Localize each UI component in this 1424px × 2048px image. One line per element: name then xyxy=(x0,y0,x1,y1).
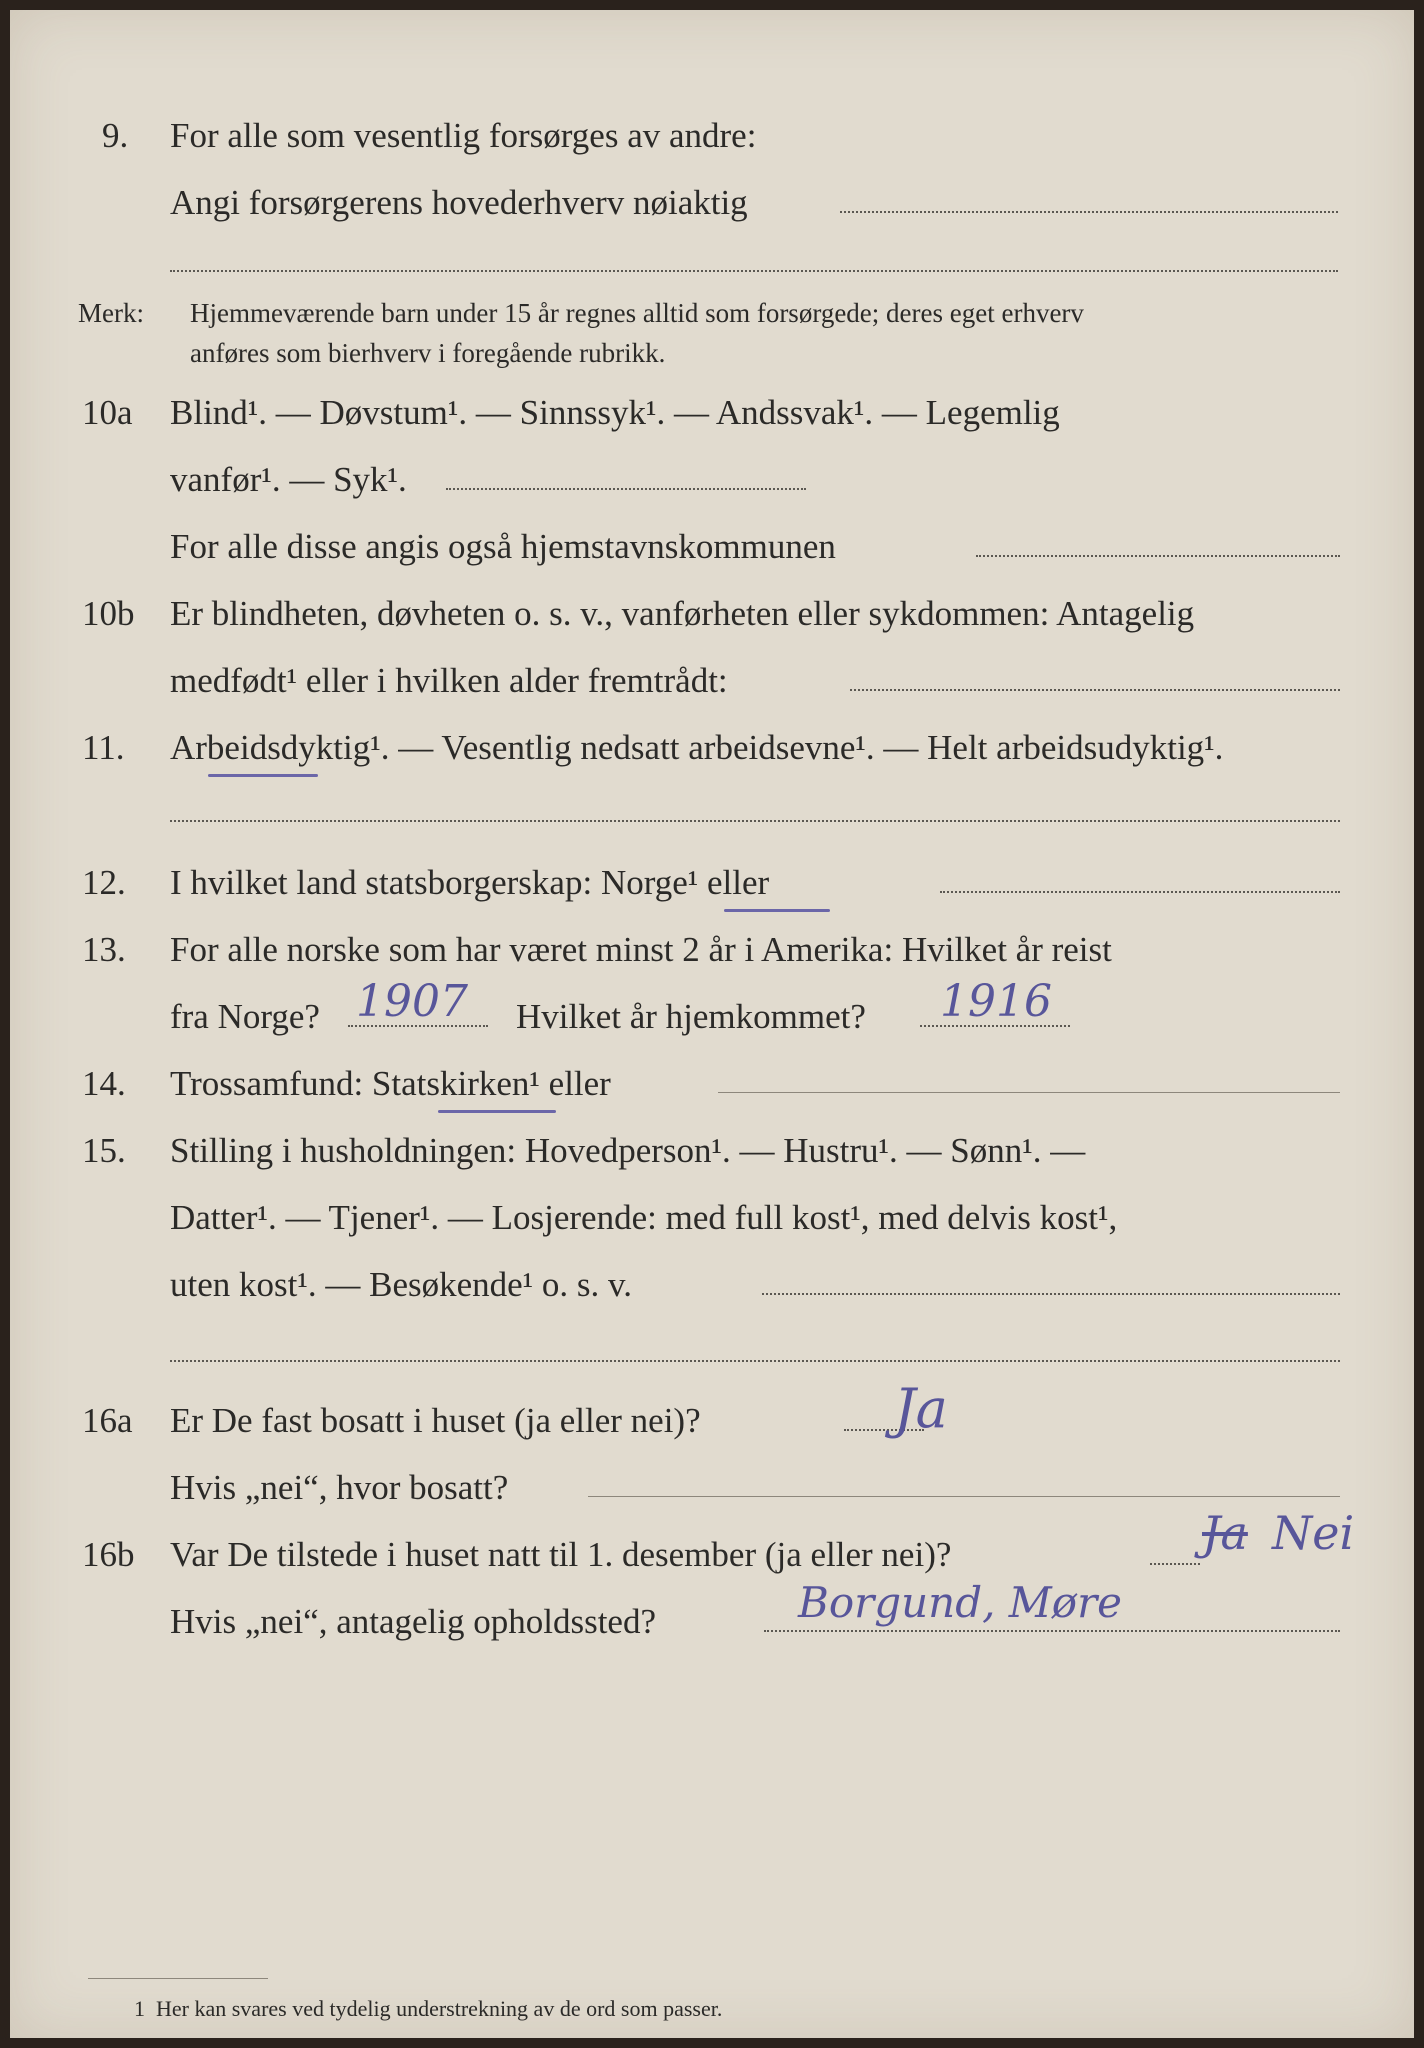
q16b-number: 16b xyxy=(82,1535,135,1574)
note-label: Merk: xyxy=(78,298,144,328)
q10b-number: 10b xyxy=(82,594,135,633)
q9-line1: For alle som vesentlig forsørges av andre: xyxy=(170,116,757,155)
q10b-answer-line xyxy=(850,689,1340,691)
q13-line2a: fra Norge? xyxy=(170,997,320,1036)
q9-number: 9. xyxy=(102,116,129,155)
q15-line3: uten kost¹. — Besøkende¹ o. s. v. xyxy=(170,1265,633,1304)
q16b-answer-whereabouts: Borgund, Møre xyxy=(798,1578,1123,1627)
q10a-answer-line xyxy=(446,488,806,490)
q15-line2: Datter¹. — Tjener¹. — Losjerende: med full kost¹, med delvis kost¹, xyxy=(170,1198,1118,1237)
q9-answer-line xyxy=(840,211,1338,213)
q10a-number: 10a xyxy=(82,393,133,432)
note-line2: anføres som bierhverv i foregående rubrikk. xyxy=(190,338,666,368)
q13-line2b: Hvilket år hjemkommet? xyxy=(516,997,866,1036)
q14-number: 14. xyxy=(82,1064,126,1103)
q13-answer-departure: 1907 xyxy=(356,976,468,1027)
q16a-answer: Ja xyxy=(894,1377,948,1440)
q10a-line2: vanfør¹. — Syk¹. xyxy=(170,460,407,499)
q16b-answer: Nei xyxy=(1272,1506,1355,1560)
q16a-line1: Er De fast bosatt i huset (ja eller nei)? xyxy=(170,1401,701,1440)
q12-answer-line xyxy=(940,891,1340,893)
q16b-answer-struck: Ja xyxy=(1202,1506,1248,1560)
q15-answer-line-2 xyxy=(170,1360,1340,1362)
note-line1: Hjemmeværende barn under 15 år regnes alltid som forsørgede; deres eget erhverv xyxy=(190,298,1084,328)
q11-underline-mark xyxy=(208,774,318,777)
q15-answer-line xyxy=(762,1293,1340,1295)
q12-underline-mark xyxy=(724,909,830,912)
q13-number: 13. xyxy=(82,930,126,969)
q11-answer-line xyxy=(170,820,1340,822)
q9-answer-line-2 xyxy=(170,270,1338,272)
q13-return-line xyxy=(920,1025,1070,1027)
q13-answer-return: 1916 xyxy=(940,976,1052,1027)
q14-line1: Trossamfund: Statskirken¹ eller xyxy=(170,1064,611,1103)
footnote-divider xyxy=(88,1978,268,1979)
footnote-mark: 1 xyxy=(134,1996,145,2021)
q10b-line1: Er blindheten, døvheten o. s. v., vanførheten eller sykdommen: Antagelig xyxy=(170,594,1195,633)
footnote-text: Her kan svares ved tydelig understrekning av de ord som passer. xyxy=(156,1996,723,2021)
q12-number: 12. xyxy=(82,863,126,902)
q16b-whereabouts-line xyxy=(764,1630,1340,1632)
q16b-line1: Var De tilstede i huset natt til 1. desember (ja eller nei)? xyxy=(170,1535,952,1574)
q13-line1: For alle norske som har været minst 2 år i Amerika: Hvilket år reist xyxy=(170,930,1112,969)
q14-answer-line xyxy=(718,1092,1340,1093)
q16a-line2: Hvis „nei“, hvor bosatt? xyxy=(170,1468,509,1507)
q10a-line3: For alle disse angis også hjemstavnskommunen xyxy=(170,527,836,566)
q14-underline-mark xyxy=(438,1110,556,1113)
q13-departure-line xyxy=(348,1025,488,1027)
q15-number: 15. xyxy=(82,1131,126,1170)
census-form-page xyxy=(10,10,1414,2038)
q12-line1: I hvilket land statsborgerskap: Norge¹ eller xyxy=(170,863,770,902)
q16a-residence-line xyxy=(588,1496,1340,1497)
q10a-kommune-line xyxy=(976,555,1340,557)
q16a-number: 16a xyxy=(82,1401,133,1440)
q10b-line2: medfødt¹ eller i hvilken alder fremtrådt: xyxy=(170,661,728,700)
q9-line2: Angi forsørgerens hovederhverv nøiaktig xyxy=(170,183,748,222)
q11-line1: Arbeidsdyktig¹. — Vesentlig nedsatt arbeidsevne¹. — Helt arbeidsudyktig¹. xyxy=(170,728,1224,767)
q15-line1: Stilling i husholdningen: Hovedperson¹. — Hustru¹. — Sønn¹. — xyxy=(170,1131,1086,1170)
q10a-line1: Blind¹. — Døvstum¹. — Sinnssyk¹. — Andssvak¹. — Legemlig xyxy=(170,393,1060,432)
q16b-answer-line xyxy=(1150,1563,1200,1565)
q16b-line2: Hvis „nei“, antagelig opholdssted? xyxy=(170,1602,656,1641)
q11-number: 11. xyxy=(82,728,125,767)
